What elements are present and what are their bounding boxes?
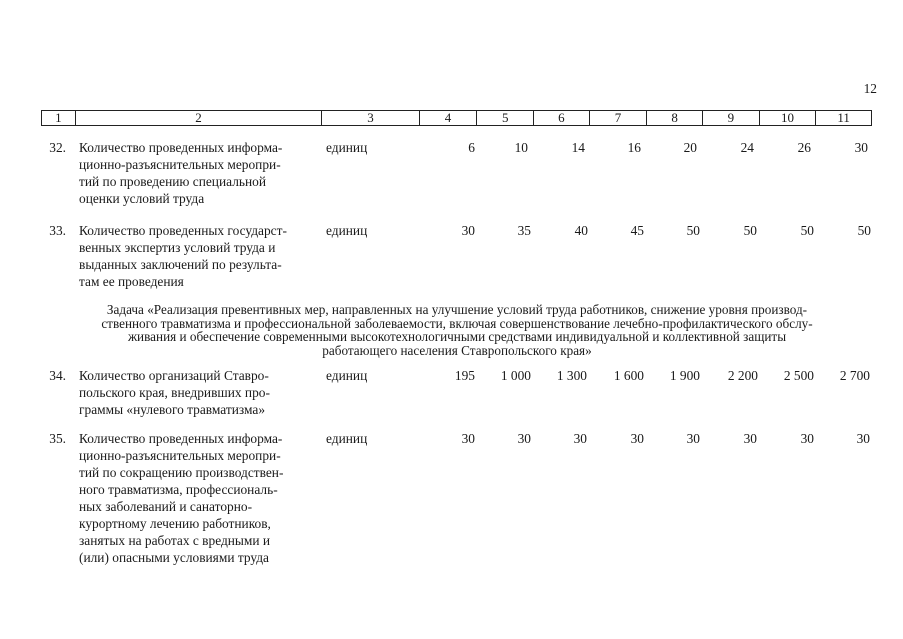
- row-34-number: 34.: [49, 368, 66, 383]
- row-33-name: [79, 222, 319, 290]
- row-33-value-col11: 50: [857, 223, 871, 238]
- row-33-unit: единиц: [326, 223, 368, 238]
- row-32-value-col7: 16: [627, 140, 641, 155]
- row-32-value-col10: 26: [797, 140, 811, 155]
- row-34-name-line: польского края, внедривших про-: [79, 385, 270, 400]
- row-32-value-col6: 14: [571, 140, 585, 155]
- column-header-10: 10: [759, 111, 816, 125]
- row-34-value-col6: 1 300: [556, 368, 587, 383]
- row-35-value-col7: 30: [630, 431, 644, 446]
- row-32-value-col5: 10: [514, 140, 528, 155]
- row-34-name-line: граммы «нулевого травматизма»: [79, 402, 266, 417]
- row-32-number: 32.: [49, 140, 66, 155]
- row-32-name: [79, 139, 319, 207]
- row-35-value-col10: 30: [800, 431, 814, 446]
- row-35-name-line: занятых на работах с вредными и: [79, 533, 271, 548]
- column-header-8: 8: [646, 111, 702, 125]
- task-heading-line: работающего населения Ставропольского края»: [322, 342, 592, 358]
- row-35-name-line: курортному лечению работников,: [79, 516, 271, 531]
- row-35-name: [79, 430, 319, 566]
- row-35-value-col9: 30: [743, 431, 757, 446]
- table-column-header-row: [41, 110, 872, 126]
- row-34-value-col7: 1 600: [613, 368, 644, 383]
- column-header-6: 6: [533, 111, 589, 125]
- row-33-value-col10: 50: [800, 223, 814, 238]
- row-35-value-col5: 30: [517, 431, 531, 446]
- row-34-name: [79, 367, 319, 418]
- row-32-name-line: Количество проведенных информа-: [79, 140, 283, 155]
- row-33-value-col6: 40: [574, 223, 588, 238]
- row-34-unit: единиц: [326, 368, 368, 383]
- row-34-value-col11: 2 700: [839, 368, 870, 383]
- column-header-3: 3: [321, 111, 418, 125]
- row-33-value-col9: 50: [743, 223, 757, 238]
- row-34-value-col5: 1 000: [500, 368, 531, 383]
- row-35-name-line: ного травматизма, профессиональ-: [79, 482, 278, 497]
- row-35-value-col11: 30: [856, 431, 870, 446]
- column-header-5: 5: [476, 111, 533, 125]
- column-header-2: 2: [75, 111, 322, 125]
- row-35-value-col8: 30: [686, 431, 700, 446]
- row-33-number: 33.: [49, 223, 66, 238]
- row-34-value-col8: 1 900: [669, 368, 700, 383]
- row-35-name-line: (или) опасными условиями труда: [79, 550, 269, 565]
- row-33-name-line: там ее проведения: [79, 274, 184, 289]
- row-35-name-line: ных заболеваний и санаторно-: [79, 499, 253, 514]
- row-33-value-col4: 30: [461, 223, 475, 238]
- row-34-name-line: Количество организаций Ставро-: [79, 368, 269, 383]
- task-heading: [48, 303, 866, 357]
- row-34-value-col9: 2 200: [727, 368, 758, 383]
- task-heading-line: Задача «Реализация превентивных мер, направленных на улучшение условий труда работников, снижение уровня производ-: [106, 302, 808, 317]
- row-32-value-col9: 24: [740, 140, 754, 155]
- column-header-4: 4: [419, 111, 477, 125]
- page-number: 12: [863, 81, 877, 96]
- row-32-name-line: тий по проведению специальной: [79, 174, 267, 189]
- row-33-name-line: выданных заключений по результа-: [79, 257, 282, 272]
- row-32-value-col11: 30: [854, 140, 868, 155]
- row-35-value-col6: 30: [573, 431, 587, 446]
- column-header-11: 11: [815, 111, 871, 125]
- row-33-name-line: Количество проведенных государст-: [79, 223, 287, 238]
- row-35-unit: единиц: [326, 431, 368, 446]
- column-header-9: 9: [702, 111, 759, 125]
- row-33-value-col7: 45: [630, 223, 644, 238]
- column-header-1: 1: [55, 110, 62, 125]
- row-32-unit: единиц: [326, 140, 368, 155]
- task-heading-line: ственного травматизма и профессиональной заболеваемости, включая совершенствование лечебно-профилактического обслу-: [101, 315, 813, 331]
- row-34-value-col10: 2 500: [783, 368, 814, 383]
- row-33-value-col8: 50: [686, 223, 700, 238]
- row-34-value-col4: 195: [454, 368, 475, 383]
- row-32-name-line: ционно-разъяснительных меропри-: [79, 157, 281, 172]
- row-35-number: 35.: [49, 431, 66, 446]
- column-header-7: 7: [589, 111, 647, 125]
- row-35-name-line: Количество проведенных информа-: [79, 431, 283, 446]
- row-32-value-col4: 6: [468, 140, 475, 155]
- row-35-name-line: тий по сокращению производствен-: [79, 465, 284, 480]
- row-32-value-col8: 20: [683, 140, 697, 155]
- task-heading-line: живания и обеспечение современными высокотехнологичными средствами индивидуальной и коллективной защиты: [127, 329, 787, 344]
- row-35-name-line: ционно-разъяснительных меропри-: [79, 448, 281, 463]
- row-35-value-col4: 30: [461, 431, 475, 446]
- row-33-value-col5: 35: [517, 223, 531, 238]
- row-33-name-line: венных экспертиз условий труда и: [79, 240, 276, 255]
- row-32-name-line: оценки условий труда: [79, 191, 205, 206]
